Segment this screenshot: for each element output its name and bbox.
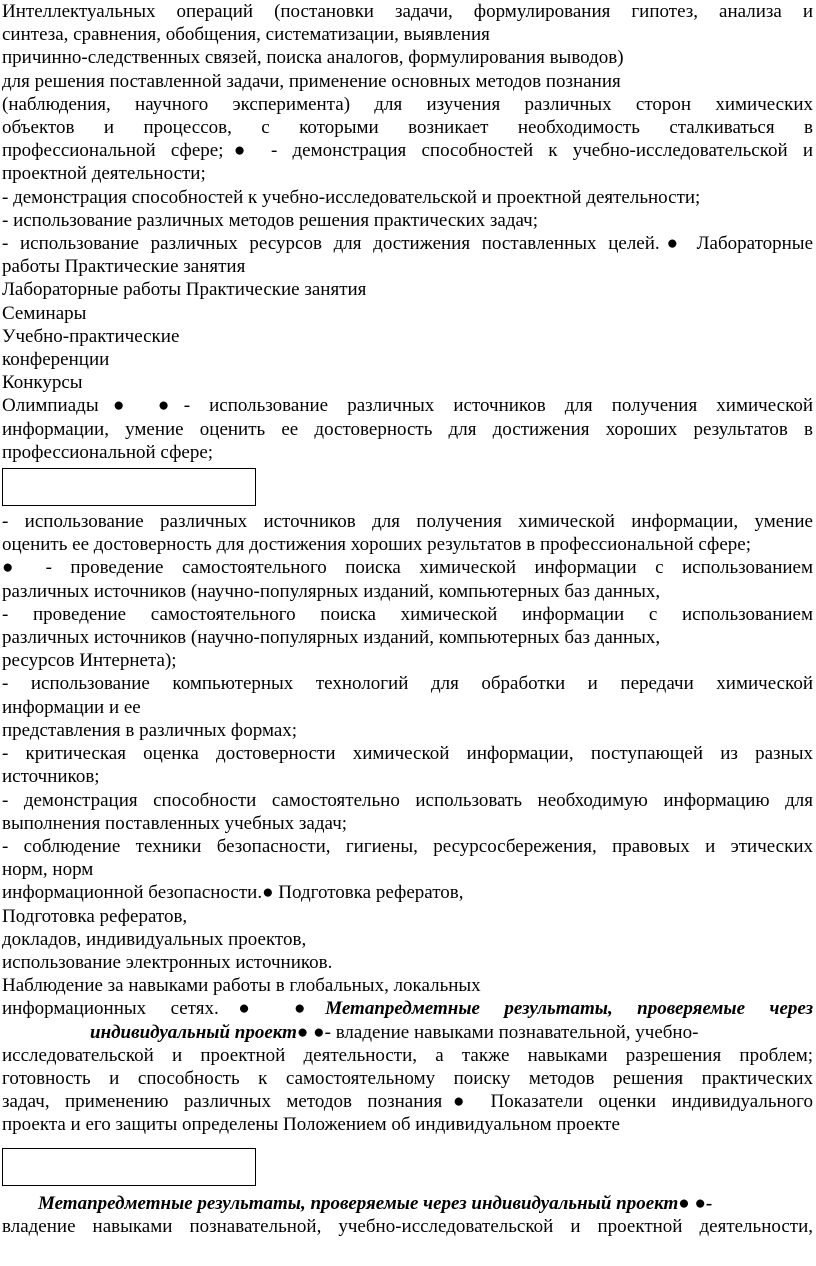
text-line: задач, применению различных методов познания● Показатели оценки индивидуального [2, 1091, 813, 1113]
mixed-line-1-plain: информационных сетях.● ● [2, 998, 326, 1020]
text-line: причинно-следственных связей, поиска аналогов, формулирования выводов) [2, 47, 624, 69]
text-line: использование электронных источников. [2, 951, 333, 973]
text-line: работы Практические занятия [2, 256, 246, 278]
mixed-line-1 [2, 997, 813, 1020]
text-line: - использование различных методов решения практических задач; [2, 209, 539, 231]
final-heading: Метапредметные результаты, проверяемые через индивидуальный проект● ●- [38, 1192, 713, 1214]
text-line: выполнения поставленных учебных задач; [2, 812, 348, 834]
empty-table-cell [2, 468, 256, 506]
text-line: - проведение самостоятельного поиска химической информации с использованием [2, 603, 813, 625]
text-line: Конкурсы [2, 372, 83, 394]
text-line: источников; [2, 766, 100, 788]
text-line: профессиональной сфере; [2, 441, 214, 463]
mixed-line-1-bold: Метапредметные результаты, проверяемые через [325, 998, 813, 1020]
text-block-2 [2, 510, 813, 997]
text-line: - демонстрация способностей к учебно-исследовательской и проектной деятельности; [2, 186, 701, 208]
text-line: Наблюдение за навыками работы в глобальных, локальных [2, 975, 481, 997]
text-line: синтеза, сравнения, обобщения, систематизации, выявления [2, 24, 490, 46]
text-line: (наблюдения, научного эксперимента) для изучения различных сторон химических [2, 93, 813, 115]
text-line: различных источников (научно-популярных изданий, компьютерных баз данных, [2, 627, 661, 649]
text-line: - критическая оценка достоверности химической информации, поступающей из разных [2, 743, 813, 765]
text-line: проектной деятельности; [2, 163, 206, 185]
text-line: различных источников (научно-популярных изданий, компьютерных баз данных, [2, 580, 661, 602]
text-block-3 [2, 1044, 813, 1137]
text-line: норм, норм [2, 859, 94, 881]
text-line: - демонстрация способности самостоятельно использовать необходимую информацию для [2, 789, 813, 811]
text-line: - использование различных ресурсов для достижения поставленных целей.● Лабораторные [2, 233, 813, 255]
final-line: владение навыками познавательной, учебно-исследовательской и проектной деятельности, [2, 1215, 813, 1237]
text-line: - соблюдение техники безопасности, гигиены, ресурсосбережения, правовых и этических [2, 835, 813, 857]
text-line: исследовательской и проектной деятельности, а также навыками разрешения проблем; [2, 1044, 813, 1066]
text-line: объектов и процессов, с которыми возникает необходимость сталкиваться в [2, 117, 813, 139]
text-line: представления в различных формах; [2, 719, 298, 741]
text-line: для решения поставленной задачи, применение основных методов познания [2, 70, 621, 92]
text-line: Интеллектуальных операций (постановки задачи, формулирования гипотез, анализа и [2, 1, 813, 22]
text-line: готовность и способность к самостоятельному поиску методов решения практических [2, 1067, 813, 1089]
text-line: профессиональной сфере;● - демонстрация способностей к учебно-исследовательской и [2, 140, 813, 162]
empty-table-cell-2 [2, 1148, 256, 1186]
text-line: конференции [2, 349, 110, 371]
text-line: ресурсов Интернета); [2, 650, 177, 672]
text-line: информации и ее [2, 696, 141, 718]
mixed-line-2-bold: индивидуальный проект● ● [90, 1021, 325, 1043]
text-line: - использование различных источников для получения химической информации, умение [2, 511, 813, 533]
text-line: Олимпиады● ●- использование различных источников для получения химической [2, 395, 813, 417]
text-block-1 [2, 0, 813, 464]
text-line: оценить ее достоверность для достижения хороших результатов в профессиональной сфере; [2, 534, 751, 556]
text-line: информационной безопасности.● Подготовка рефератов, [2, 882, 464, 904]
text-line: докладов, индивидуальных проектов, [2, 928, 307, 950]
text-line: проекта и его защиты определены Положением об индивидуальном проекте [2, 1114, 620, 1136]
text-line: информации, умение оценить ее достоверность для достижения хороших результатов в [2, 418, 813, 440]
text-line: Учебно-практические [2, 325, 180, 347]
text-line: - использование компьютерных технологий для обработки и передачи химической [2, 673, 813, 695]
text-line: Подготовка рефератов, [2, 905, 188, 927]
text-line: Лабораторные работы Практические занятия [2, 279, 367, 301]
mixed-line-2-plain: - владение навыками познавательной, учебно- [324, 1021, 699, 1043]
text-line: ● - проведение самостоятельного поиска химической информации с использованием [2, 557, 813, 579]
mixed-line-2 [2, 1021, 813, 1044]
text-line: Семинары [2, 302, 87, 324]
